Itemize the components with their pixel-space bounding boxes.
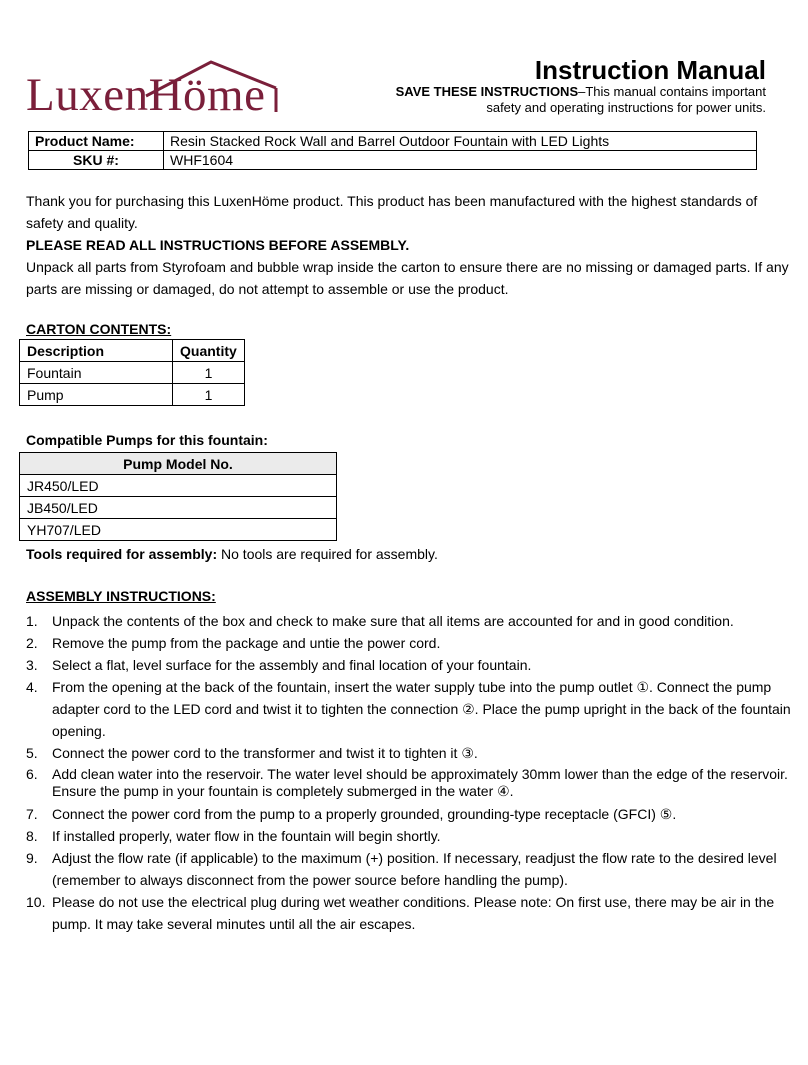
product-info-table [28, 131, 757, 170]
table-row [20, 497, 337, 519]
unpack-paragraph: Unpack all parts from Styrofoam and bubble wrap inside the carton to ensure there are no missing or damaged parts. If any parts are missing or damaged, do not attempt to assemble or use the product. [26, 259, 789, 297]
table-header-row [20, 340, 245, 362]
step-text: Unpack the contents of the box and check to make sure that all items are accounted for and in good condition. [52, 613, 734, 629]
column-header-description: Description [20, 340, 173, 362]
step-text: Remove the pump from the package and untie the power cord. [52, 635, 441, 651]
carton-item-description: Fountain [20, 362, 173, 384]
step-number: 5. [26, 745, 38, 761]
pump-model: JB450/LED [20, 497, 337, 519]
carton-item-description: Pump [20, 384, 173, 406]
table-row [20, 475, 337, 497]
table-row [29, 151, 757, 170]
carton-item-quantity: 1 [173, 384, 245, 406]
step-text: Connect the power cord to the transformer and twist it to tighten it ③. [52, 745, 478, 761]
step-text: Add clean water into the reservoir. The water level should be approximately 30mm lower than the edge of the reservoir. Ensure the pump in your fountain is completely submerged in the water ④. [52, 766, 788, 799]
tools-required-text: No tools are required for assembly. [217, 546, 438, 562]
list-item [26, 803, 796, 825]
save-instructions-line [306, 84, 766, 100]
list-item [26, 847, 796, 891]
read-all-warning: PLEASE READ ALL INSTRUCTIONS BEFORE ASSEMBLY. [26, 237, 410, 253]
save-instructions-bold: SAVE THESE INSTRUCTIONS [395, 84, 579, 99]
step-number: 4. [26, 679, 38, 695]
thank-you-paragraph: Thank you for purchasing this LuxenHöme product. This product has been manufactured with the highest standards of safety and quality. [26, 193, 758, 231]
pump-model: JR450/LED [20, 475, 337, 497]
step-text: Select a flat, level surface for the assembly and final location of your fountain. [52, 657, 532, 673]
step-text: From the opening at the back of the fountain, insert the water supply tube into the pump outlet ①. Connect the pump adapter cord to the LED cord and twist it to tighten the connection ②. Place the pump upright in the back of the fountain opening. [52, 679, 791, 739]
list-item [26, 764, 796, 803]
sku-value: WHF1604 [164, 151, 757, 170]
table-row [29, 132, 757, 151]
column-header-pump-model: Pump Model No. [20, 453, 337, 475]
table-row [20, 384, 245, 406]
brand-logo [26, 56, 286, 121]
assembly-instructions-heading: ASSEMBLY INSTRUCTIONS: [26, 588, 216, 604]
pump-model: YH707/LED [20, 519, 337, 541]
table-row [20, 362, 245, 384]
list-item [26, 676, 796, 742]
carton-contents-heading: CARTON CONTENTS: [26, 321, 172, 337]
step-number: 7. [26, 806, 38, 822]
step-number: 9. [26, 850, 38, 866]
step-number: 10. [26, 894, 46, 910]
product-name-value: Resin Stacked Rock Wall and Barrel Outdoor Fountain with LED Lights [164, 132, 757, 151]
table-header-row [20, 453, 337, 475]
column-header-quantity: Quantity [173, 340, 245, 362]
list-item [26, 742, 796, 764]
step-number: 2. [26, 635, 38, 651]
document-header [306, 56, 766, 116]
compatible-pumps-table [19, 452, 337, 541]
step-number: 3. [26, 657, 38, 673]
list-item [26, 610, 796, 632]
list-item [26, 891, 796, 935]
table-row [20, 519, 337, 541]
sku-label: SKU #: [29, 151, 164, 170]
compatible-pumps-heading: Compatible Pumps for this fountain: [26, 432, 268, 448]
carton-contents-table [19, 339, 245, 406]
list-item [26, 632, 796, 654]
tools-required-line [26, 543, 796, 565]
step-text: Adjust the flow rate (if applicable) to the maximum (+) position. If necessary, readjust the flow rate to the desired level (remember to always disconnect from the power source before handling the pump). [52, 850, 777, 888]
step-number: 6. [26, 766, 38, 782]
page-title: Instruction Manual [534, 55, 766, 85]
logo-wordmark: LuxenHöme [26, 69, 266, 121]
step-text: If installed properly, water flow in the fountain will begin shortly. [52, 828, 441, 844]
step-number: 8. [26, 828, 38, 844]
assembly-steps-list [26, 610, 796, 935]
list-item [26, 825, 796, 847]
step-text: Please do not use the electrical plug during wet weather conditions. Please note: On first use, there may be air in the pump. It may take several minutes until all the air escapes. [52, 894, 775, 932]
save-instructions-rest: –This manual contains important [578, 84, 766, 99]
step-text: Connect the power cord from the pump to a properly grounded, grounding-type receptacle (GFCI) ⑤. [52, 806, 677, 822]
list-item [26, 654, 796, 676]
product-name-label: Product Name: [29, 132, 164, 151]
save-instructions-line-2: safety and operating instructions for power units. [486, 100, 766, 115]
step-number: 1. [26, 613, 38, 629]
tools-required-label: Tools required for assembly: [26, 546, 218, 562]
carton-item-quantity: 1 [173, 362, 245, 384]
